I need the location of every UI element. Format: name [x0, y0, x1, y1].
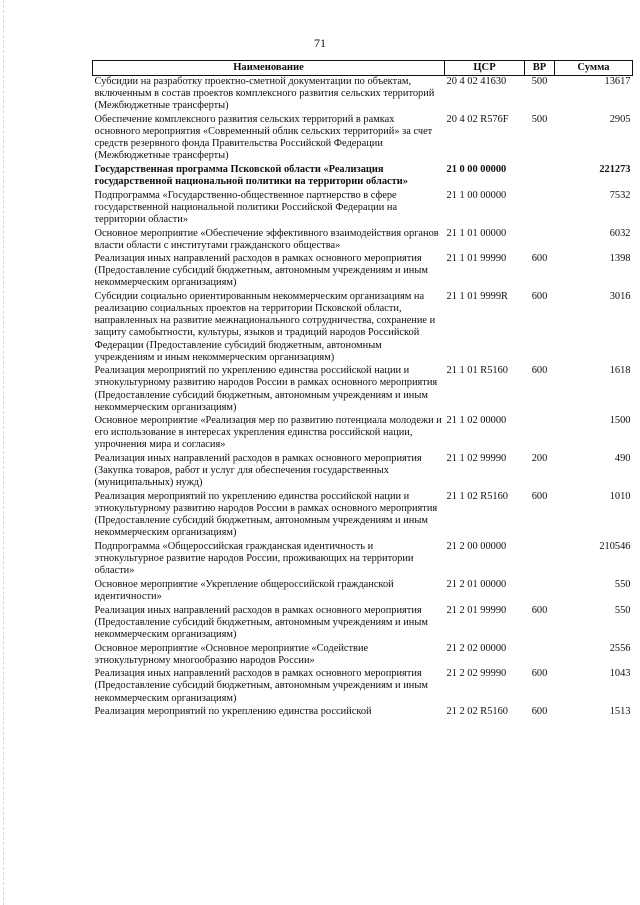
- header-name: Наименование: [93, 61, 445, 76]
- cell-vr: 600: [531, 253, 548, 265]
- cell-sum: 221273: [599, 163, 631, 175]
- budget-table: [92, 60, 633, 720]
- cell-name: Субсидии на разработку проектно-сметной документации по объектам, включенным в состав проектов комплексного развития сельских территорий (Межбюджетные трансферты): [94, 76, 435, 112]
- cell-name: Реализация иных направлений расходов в рамках основного мероприятия (Предоставление субсидий бюджетным, автономным учреждениям и иным некоммерческим организациям): [94, 668, 428, 704]
- cell-vr: [525, 164, 555, 190]
- cell-sum: 1618: [609, 365, 631, 377]
- table-row: [93, 491, 633, 541]
- header-sum: Сумма: [555, 61, 633, 76]
- table-row: [93, 365, 633, 415]
- table-header-row: [93, 61, 633, 76]
- table-row: [93, 291, 633, 365]
- table-row: [93, 579, 633, 605]
- cell-csr: 21 2 02 99990: [446, 668, 507, 680]
- cell-sum: 3016: [609, 291, 631, 303]
- cell-sum: 1398: [609, 253, 631, 265]
- cell-sum: 1513: [609, 706, 631, 718]
- cell-name: Основное мероприятие «Реализация мер по развитию потенциала молодежи и его использование в интересах укрепления единства российской нации, упрочнения мира и согласия»: [94, 415, 442, 451]
- cell-csr: 21 1 02 R5160: [446, 491, 508, 503]
- cell-sum: 13617: [604, 76, 631, 87]
- table-row: [93, 190, 633, 228]
- cell-vr: 600: [531, 604, 548, 616]
- cell-name: Основное мероприятие «Основное мероприятие «Содействие этнокультурному многообразию народов России»: [94, 642, 369, 666]
- cell-vr: [525, 228, 555, 254]
- cell-csr: 21 2 01 00000: [446, 578, 507, 590]
- header-vr: ВР: [525, 61, 555, 76]
- cell-csr: 21 2 02 R5160: [446, 706, 508, 718]
- cell-name: Основное мероприятие «Укрепление общероссийской гражданской идентичности»: [94, 578, 394, 602]
- scan-edge-line: [3, 0, 4, 905]
- table-row: [93, 453, 633, 491]
- cell-vr: 600: [531, 491, 548, 503]
- cell-sum: 6032: [609, 227, 631, 239]
- cell-csr: 21 1 00 00000: [446, 189, 507, 201]
- cell-csr: 20 4 02 R576F: [446, 113, 509, 125]
- cell-vr: 600: [531, 668, 548, 680]
- cell-vr: 600: [531, 291, 548, 303]
- cell-sum: 2556: [609, 642, 631, 654]
- cell-csr: 21 1 02 00000: [446, 415, 507, 427]
- cell-vr: [525, 579, 555, 605]
- cell-name: Обеспечение комплексного развития сельских территорий в рамках основного мероприятия «Современный облик сельских территорий» за счет средств резервного фонда Правительства Российской Федерации (Межбюджетные трансферты): [94, 113, 433, 162]
- cell-vr: [525, 541, 555, 579]
- cell-sum: 550: [614, 578, 631, 590]
- table-row: [93, 643, 633, 669]
- cell-csr: 21 0 00 00000: [446, 163, 507, 175]
- cell-sum: 2905: [609, 113, 631, 125]
- cell-vr: 500: [531, 76, 548, 87]
- table-row: [93, 228, 633, 254]
- header-csr: ЦСР: [445, 61, 525, 76]
- table-row: [93, 253, 633, 291]
- cell-sum: 490: [614, 453, 631, 465]
- cell-name: Реализация мероприятий по укреплению единства российской нации и этнокультурному развитию народов России в рамках основного мероприятия (Предоставление субсидий бюджетным, автономным учреждениям и иным некоммерческим организациям): [94, 365, 438, 413]
- cell-vr: 600: [531, 706, 548, 718]
- table-row: [93, 668, 633, 706]
- cell-vr: 200: [531, 453, 548, 465]
- cell-name: Субсидии социально ориентированным некоммерческим организациям на реализацию социальных проектов на территории Псковской области, направленных на развитие межнационального сотрудничества, сохранение и защиту самобытности, культуры, языков и традиций народов Российской Федерации (Предоставление субсидий бюджетным, автономным учреждениям и иным некоммерческим организациям): [94, 291, 436, 363]
- cell-csr: 21 1 01 R5160: [446, 365, 508, 377]
- cell-sum: 7532: [609, 189, 631, 201]
- page-number: 71: [314, 36, 326, 50]
- cell-name: Подпрограмма «Общероссийская гражданская идентичность и этнокультурное развитие народов России, проживающих на территории области»: [94, 541, 414, 577]
- table-row: [93, 706, 633, 720]
- cell-name: Реализация иных направлений расходов в рамках основного мероприятия (Предоставление субсидий бюджетным, автономным учреждениям и иным некоммерческим организациям): [94, 253, 428, 289]
- table-row: [93, 541, 633, 579]
- cell-name: Реализация мероприятий по укреплению единства российской: [94, 706, 372, 718]
- cell-sum: 1010: [609, 491, 631, 503]
- table-row: [93, 76, 633, 114]
- table-row: [93, 114, 633, 164]
- table-row: [93, 415, 633, 453]
- table-row: [93, 164, 633, 190]
- cell-sum: 210546: [599, 541, 631, 552]
- cell-csr: 21 2 02 00000: [446, 642, 507, 654]
- table-body: [93, 76, 633, 720]
- cell-vr: 500: [531, 113, 548, 125]
- cell-sum: 1043: [609, 668, 631, 680]
- cell-csr: 21 1 01 99990: [446, 253, 507, 265]
- cell-name: Реализация иных направлений расходов в рамках основного мероприятия (Предоставление субсидий бюджетным, автономным учреждениям и иным некоммерческим организациям): [94, 604, 428, 640]
- cell-name: Основное мероприятие «Обеспечение эффективного взаимодействия органов власти области с институтами гражданского общества»: [94, 227, 439, 251]
- cell-vr: [525, 643, 555, 669]
- cell-name: Реализация мероприятий по укреплению единства российской нации и этнокультурному развитию народов России в рамках основного мероприятия (Предоставление субсидий бюджетным, автономным учреждениям и иным некоммерческим организациям): [94, 491, 438, 539]
- cell-csr: 21 2 00 00000: [446, 541, 507, 552]
- cell-sum: 1500: [609, 415, 631, 427]
- cell-csr: 21 1 01 9999R: [446, 291, 508, 303]
- cell-name: Подпрограмма «Государственно-общественное партнерство в сфере государственной национальной политики Российской Федерации на территории области»: [94, 189, 398, 225]
- cell-csr: 20 4 02 41630: [446, 76, 507, 87]
- cell-vr: [525, 415, 555, 453]
- cell-vr: [525, 190, 555, 228]
- table-row: [93, 605, 633, 643]
- cell-name: Реализация иных направлений расходов в рамках основного мероприятия (Закупка товаров, работ и услуг для обеспечения государственных (муниципальных) нужд): [94, 453, 422, 489]
- cell-csr: 21 1 01 00000: [446, 227, 507, 239]
- cell-sum: 550: [614, 604, 631, 616]
- cell-csr: 21 2 01 99990: [446, 604, 507, 616]
- cell-name: Государственная программа Псковской области «Реализация государственной национальной политики на территории области»: [94, 163, 408, 187]
- cell-csr: 21 1 02 99990: [446, 453, 507, 465]
- cell-vr: 600: [531, 365, 548, 377]
